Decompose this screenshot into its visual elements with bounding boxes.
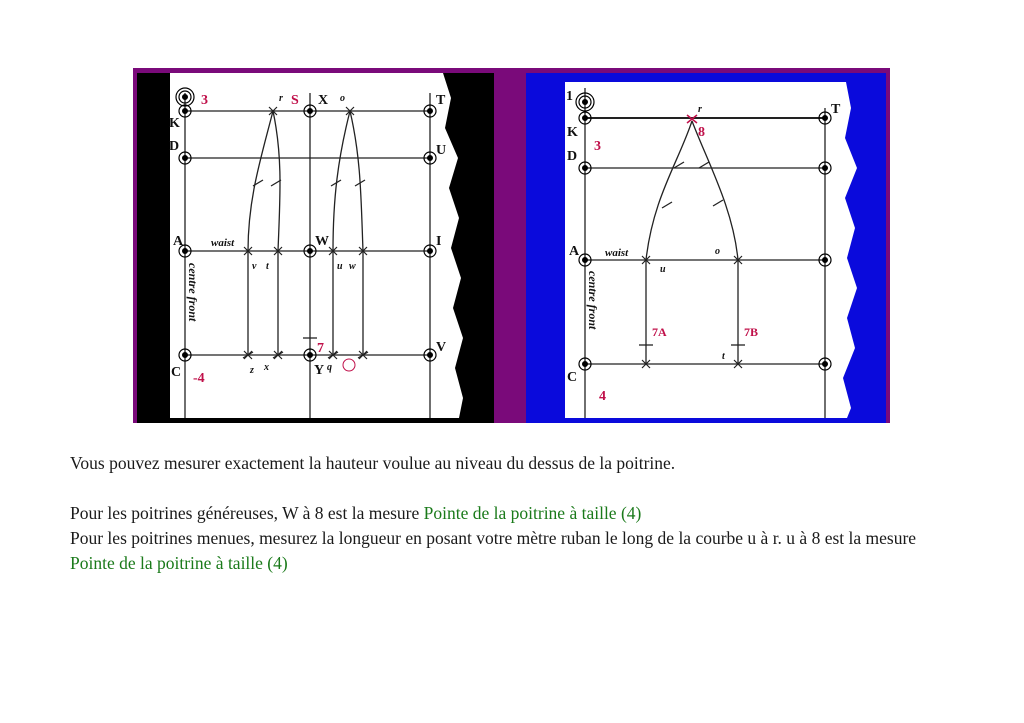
right-label-1: 1 <box>566 89 573 104</box>
right-label-7A: 7A <box>652 325 667 339</box>
left-label-u: u <box>337 261 343 272</box>
left-label-K: K <box>169 116 180 131</box>
left-label-w: w <box>349 261 356 272</box>
left-label-S: S <box>291 93 299 108</box>
right-pattern-diagram <box>565 82 857 418</box>
left-label-W: W <box>315 234 329 249</box>
pattern-diagram-figure <box>133 68 890 423</box>
paragraph-measure-height: Vous pouvez mesurer exactement la hauteur voulue au niveau du dessus de la poitrine. <box>70 453 676 473</box>
left-label-v: v <box>252 261 257 272</box>
left-label-C: C <box>171 365 182 380</box>
left-label-o: o <box>340 93 345 104</box>
right-label-K: K <box>567 125 578 140</box>
measure-link-bust-to-waist[interactable]: Pointe de la poitrine à taille (4) <box>423 503 642 523</box>
left-label-V: V <box>436 340 447 355</box>
left-pattern-diagram <box>169 73 463 418</box>
right-label-u: u <box>660 264 666 275</box>
left-label-A: A <box>173 234 184 249</box>
left-label-D: D <box>169 139 180 154</box>
left-label-Y: Y <box>314 363 325 378</box>
left-label-z: z <box>250 365 254 376</box>
right-label-7B: 7B <box>744 325 759 339</box>
measure-link-bust-to-waist-2[interactable]: Pointe de la poitrine à taille (4) <box>70 553 288 573</box>
right-label-r: r <box>698 104 702 115</box>
left-label-waist: waist <box>211 237 235 249</box>
left-label-T: T <box>436 93 446 108</box>
paragraph-small-bust <box>70 526 960 576</box>
paragraph-generous-bust-text: Pour les poitrines généreuses, W à 8 est la mesure <box>70 503 424 523</box>
left-label-4: -4 <box>193 371 205 386</box>
right-label-o: o <box>715 246 720 257</box>
paragraph-small-bust-text: Pour les poitrines menues, mesurez la longueur en posant votre mètre ruban le long de la courbe u à r. u à 8 est la mesure <box>70 528 917 548</box>
right-label-8: 8 <box>698 125 705 140</box>
left-label-I: I <box>436 234 442 249</box>
right-label-centre-front: centre front <box>586 271 600 330</box>
left-label-t: t <box>266 261 269 272</box>
left-label-centre-front: centre front <box>186 263 200 322</box>
left-label-q: q <box>327 362 332 373</box>
left-label-7: 7 <box>317 341 324 356</box>
left-label-3: 3 <box>201 93 208 108</box>
right-label-waist: waist <box>605 247 629 259</box>
left-label-x: x <box>264 362 269 373</box>
left-label-X: X <box>318 93 329 108</box>
right-label-t: t <box>722 351 725 362</box>
left-label-U: U <box>436 143 447 158</box>
right-label-T: T <box>831 102 841 117</box>
right-label-3: 3 <box>594 139 601 154</box>
left-label-r: r <box>279 93 283 104</box>
right-label-4: 4 <box>599 389 606 404</box>
right-label-D: D <box>567 149 578 164</box>
paragraph-generous-bust <box>70 501 960 526</box>
right-label-A: A <box>569 244 580 259</box>
right-label-C: C <box>567 370 578 385</box>
